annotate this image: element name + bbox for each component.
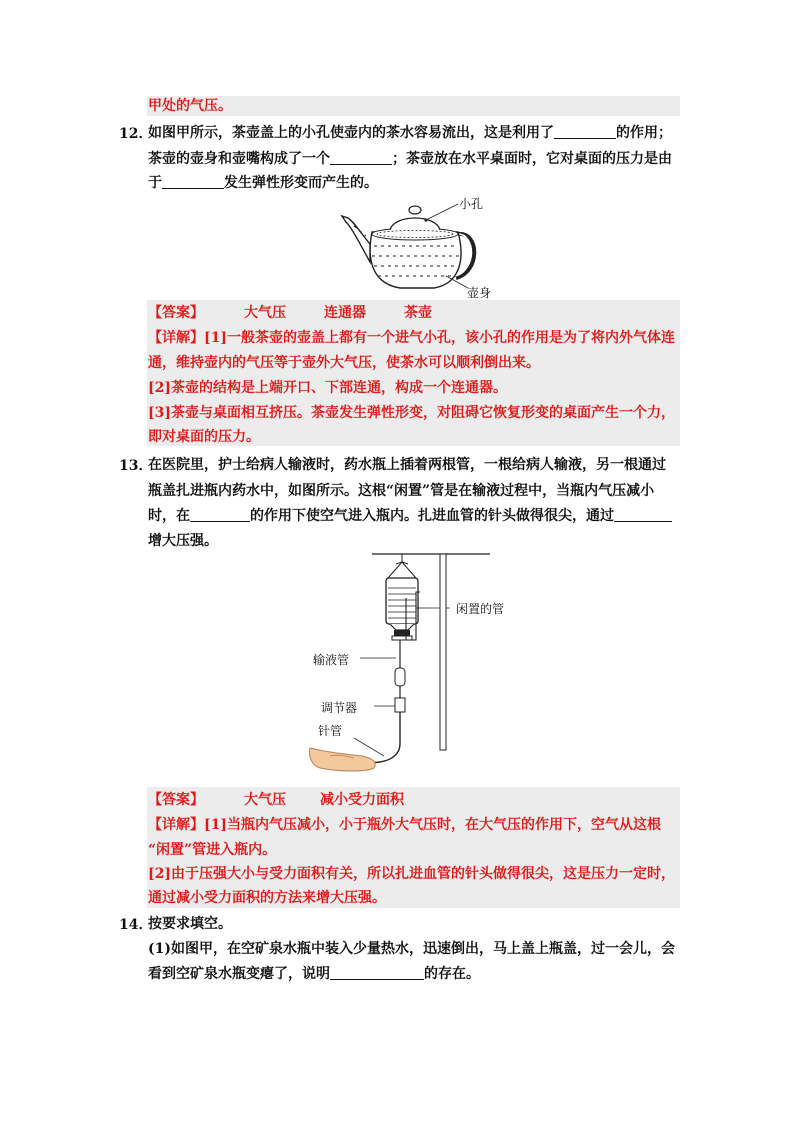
q13-detail-line3: [2]由于压强大小与受力面积有关，所以扎进血管的针头做得很尖，这是压力一定时， (148, 866, 675, 882)
q12-text-line3 (148, 173, 378, 193)
q13-line3-b: 的作用下使空气进入瓶内。扎进血管的针头做得很尖，通过 (250, 508, 614, 524)
q13-detail-line4: 通过减小受力面积的方法来增大压强。 (148, 890, 386, 906)
q12-line2-a: 茶壶的壶身和壶嘴构成了一个 (148, 151, 330, 167)
q13-number: 13． (119, 458, 153, 474)
q14-text-line2: (1)如图甲，在空矿泉水瓶中装入少量热水，迅速倒出，马上盖上瓶盖，过一会儿，会 (148, 941, 675, 957)
q13-text-line2: 瓶盖扎进瓶内药水中，如图所示。这根“闲置”管是在输液过程中，当瓶内气压减小 (148, 483, 655, 499)
q13-text-line4: 增大压强。 (148, 533, 218, 549)
q12-detail-line5: 即对桌面的压力。 (148, 429, 260, 445)
q12-number: 12． (119, 126, 153, 142)
q14-text-line3 (148, 964, 480, 984)
q14-line3-b: 的存在。 (424, 966, 480, 982)
q13-answer-1: 大气压 (244, 792, 286, 808)
q12-text-line2 (148, 149, 672, 169)
q14-line3-a: 看到空矿泉水瓶变瘪了，说明 (148, 966, 330, 982)
q12-line2-b: ；茶壶放在水平桌面时，它对桌面的压力是由 (392, 151, 672, 167)
q12-detail-line1: 【详解】[1]一般茶壶的壶盖上都有一个进气小孔，该小孔的作用是为了将内外气体连 (148, 330, 675, 346)
q13-text-line1: 在医院里，护士给病人输液时，药水瓶上插着两根管，一根给病人输液，另一根通过 (148, 457, 666, 473)
iv-label-idle-tube: 闲置的管 (456, 602, 505, 616)
q12-detail-line3: [2]茶壶的结构是上端开口、下部连通，构成一个连通器。 (148, 380, 507, 396)
iv-label-needle: 针管 (318, 724, 343, 738)
iv-label-regulator: 调节器 (321, 701, 358, 715)
q14-blank-1[interactable] (330, 965, 424, 980)
q13-blank-2[interactable] (614, 507, 672, 522)
q13-detail-line2: “闲置”管进入瓶内。 (148, 842, 277, 858)
teapot-label-hole: 小孔 (459, 197, 484, 211)
teapot-label-body: 壶身 (467, 286, 492, 300)
prev-answer-tail: 甲处的气压。 (148, 98, 232, 114)
q12-line3-a: 于 (148, 175, 162, 191)
q12-blank-3[interactable] (162, 174, 224, 189)
q12-line3-b: 发生弹性形变而产生的。 (224, 175, 378, 191)
q12-answer-2: 连通器 (324, 305, 366, 321)
q13-detail-line1: 【详解】[1]当瓶内气压减小，小于瓶外大气压时，在大气压的作用下，空气从这根 (148, 817, 661, 833)
q12-text-line1 (148, 123, 672, 143)
q12-detail-line4: [3]茶壶与桌面相互挤压。茶壶发生弹性形变，对阻碍它恢复形变的桌面产生一个力， (148, 405, 675, 421)
q13-line3-a: 时，在 (148, 508, 190, 524)
q12-answer-3: 茶壶 (404, 305, 432, 321)
q14-number: 14． (119, 917, 153, 933)
iv-label-infusion-tube: 输液管 (313, 653, 350, 667)
q13-answer-tag: 【答案】 (148, 792, 204, 808)
q14-text-line1: 按要求填空。 (148, 916, 232, 932)
q13-answer-line (148, 790, 404, 810)
q12-answer-1: 大气压 (244, 305, 286, 321)
q13-answer-2: 减小受力面积 (320, 792, 404, 808)
q12-blank-2[interactable] (330, 150, 392, 165)
q12-blank-1[interactable] (554, 124, 616, 139)
q13-blank-1[interactable] (190, 507, 250, 522)
q12-line1-a: 如图甲所示，茶壶盖上的小孔使壶内的茶水容易流出，这是利用了 (148, 125, 554, 141)
q13-text-line3 (148, 506, 672, 526)
q12-answer-line (148, 303, 432, 323)
q12-line1-b: 的作用； (616, 125, 672, 141)
q12-answer-tag: 【答案】 (148, 305, 204, 321)
q12-detail-line2: 通，维持壶内的气压等于壶外大气压，使茶水可以顺利倒出来。 (148, 355, 540, 371)
